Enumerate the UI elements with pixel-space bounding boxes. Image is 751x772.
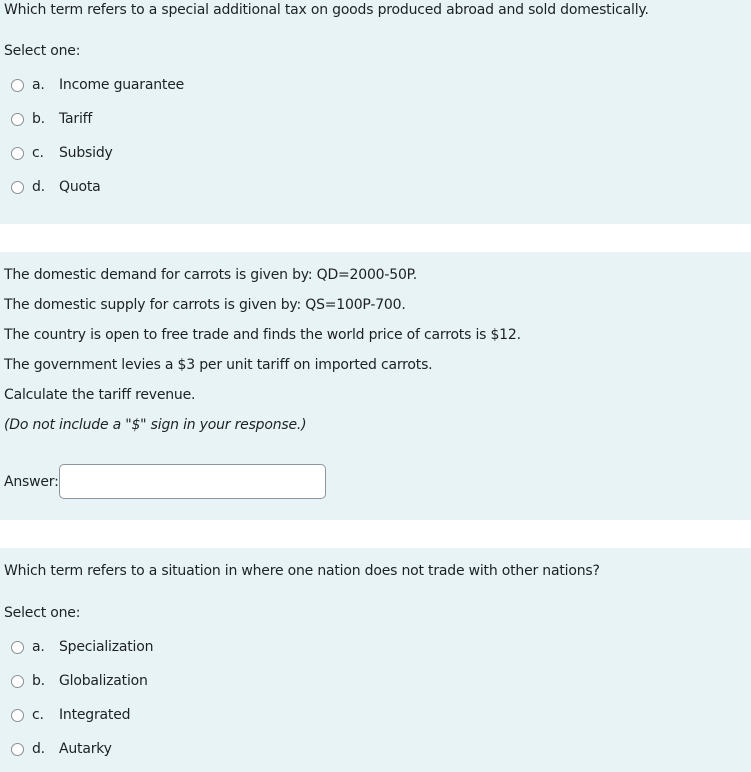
option-label: Integrated [59,707,131,723]
answer-input[interactable] [59,464,326,499]
select-one-label: Select one: [4,43,81,59]
option-label: Subsidy [59,145,113,161]
radio-button[interactable] [11,79,24,92]
option-letter: b. [32,673,45,689]
option-d[interactable] [11,739,112,759]
question-line: The country is open to free trade and finds the world price of carrots is $12. [4,327,521,343]
question-note: (Do not include a "$" sign in your response.) [4,417,307,433]
option-label: Tariff [59,111,93,127]
option-label: Autarky [59,741,112,757]
option-c[interactable] [11,143,113,163]
option-label: Quota [59,179,101,195]
option-b[interactable] [11,671,148,691]
option-label: Specialization [59,639,154,655]
radio-button[interactable] [11,675,24,688]
answer-label: Answer: [4,474,59,490]
option-letter: b. [32,111,45,127]
question-card-3 [0,548,751,772]
radio-button[interactable] [11,181,24,194]
option-letter: c. [32,145,44,161]
radio-button[interactable] [11,709,24,722]
option-c[interactable] [11,705,130,725]
radio-button[interactable] [11,743,24,756]
question-card-2 [0,252,751,520]
question-text: Which term refers to a situation in where one nation does not trade with other nations? [4,563,600,579]
option-d[interactable] [11,177,101,197]
radio-button[interactable] [11,147,24,160]
select-one-label: Select one: [4,605,81,621]
question-line: The domestic demand for carrots is given by: QD=2000-50P. [4,267,417,283]
option-letter: a. [32,77,45,93]
radio-button[interactable] [11,641,24,654]
option-label: Income guarantee [59,77,185,93]
question-card-1 [0,0,751,224]
option-letter: d. [32,179,45,195]
option-letter: d. [32,741,45,757]
question-line: The domestic supply for carrots is given by: QS=100P-700. [4,297,406,313]
option-letter: c. [32,707,44,723]
option-letter: a. [32,639,45,655]
option-b[interactable] [11,109,92,129]
option-label: Globalization [59,673,148,689]
option-a[interactable] [11,637,153,657]
question-line: The government levies a $3 per unit tariff on imported carrots. [4,357,433,373]
question-text: Which term refers to a special additional tax on goods produced abroad and sold domestically. [4,2,649,18]
option-a[interactable] [11,75,184,95]
radio-button[interactable] [11,113,24,126]
question-line: Calculate the tariff revenue. [4,387,196,403]
